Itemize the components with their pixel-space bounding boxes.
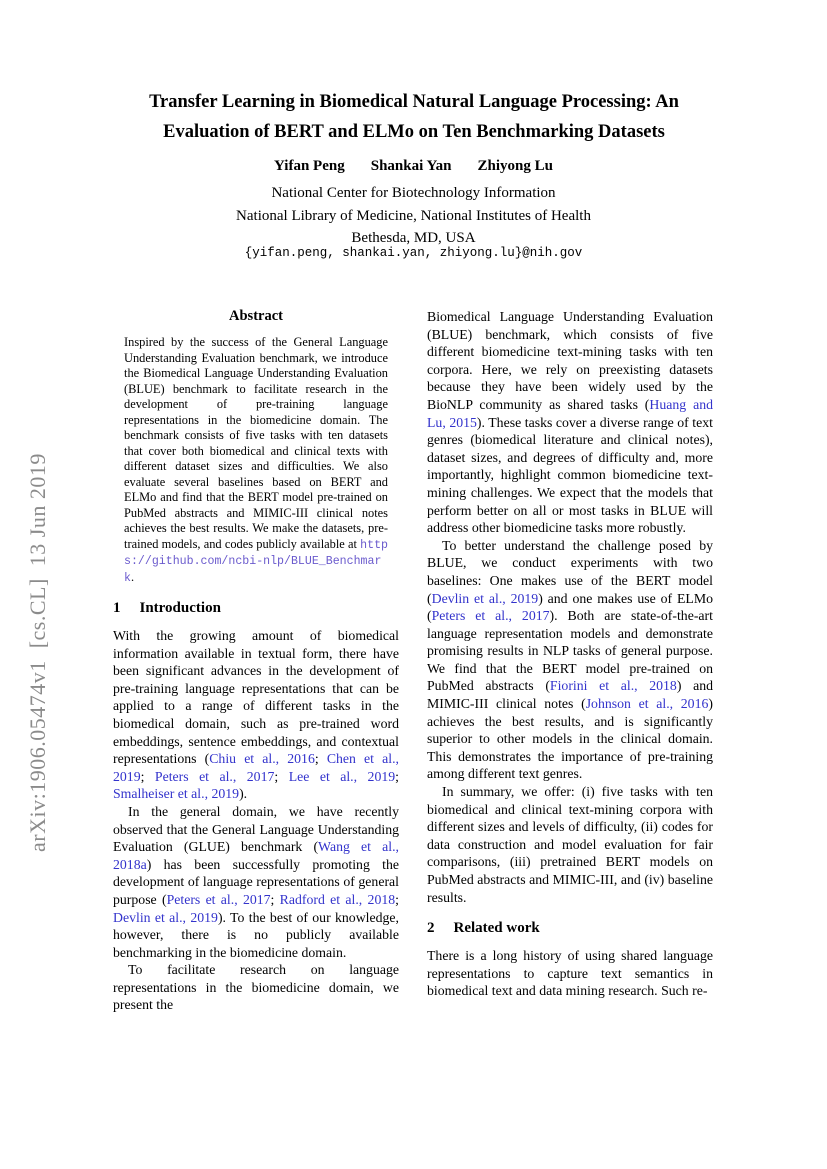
text-segment: ). Both are state-of-the-art language representation models and demonstrate promising results in NLP tasks of general purpose. We find that the BERT model pre-trained on PubMed abstracts (	[427, 608, 713, 694]
text-segment: .	[130, 569, 135, 584]
citation-link[interactable]: Chen et al., 2019	[113, 751, 399, 784]
text-segment: ) has been successfully promoting the development of language representations of general purpose (	[113, 856, 399, 907]
affiliation-line: National Center for Biotechnology Information	[271, 185, 556, 201]
text-segment: ;	[314, 751, 327, 767]
text-segment: ). To the best of our knowledge, however, there is no publicly available benchmarking in the biomedicine domain.	[113, 909, 399, 960]
text-segment: In the general domain, we have recently observed that the General Language Understanding Evaluation (GLUE) benchmark (	[113, 803, 399, 855]
section-heading-related-work	[427, 920, 713, 937]
left-column	[113, 308, 399, 1014]
citation-link[interactable]: Devlin et al., 2019	[431, 590, 539, 606]
text-segment: Biomedical Language Understanding Evaluation (BLUE) benchmark, which consists of five different biomedicine text-mining tasks with ten corpora. Here, we rely on preexisting datasets because they have been widely used by the BioNLP community as shared tasks (	[427, 309, 713, 412]
intro-paragraph-6	[427, 783, 713, 906]
text-segment: ;	[395, 768, 399, 784]
citation-link[interactable]: Huang and Lu, 2015	[427, 396, 713, 430]
citation-link[interactable]: Chiu et al., 2016	[209, 751, 315, 767]
text-segment: ;	[270, 891, 280, 907]
url-link[interactable]: https://github.com/ncbi-nlp/BLUE_Benchmark	[124, 538, 388, 585]
text-segment: ) and MIMIC-III clinical notes (	[427, 678, 713, 712]
author-emails: {yifan.peng, shankai.yan, zhiyong.lu}@nih.gov	[244, 246, 583, 260]
citation-link[interactable]: Peters et al., 2017	[431, 608, 550, 624]
section-number: 1	[113, 600, 121, 616]
text-segment: There is a long history of using shared language representations to capture text semantics in biomedical text and data mining research. Such re-	[427, 948, 713, 999]
citation-link[interactable]: Peters et al., 2017	[166, 891, 271, 907]
citation-link[interactable]: Smalheiser et al., 2019	[113, 786, 240, 802]
right-column	[427, 308, 713, 1014]
section-number: 2	[427, 920, 435, 937]
intro-paragraph-5	[427, 537, 713, 783]
section-title: Introduction	[139, 600, 221, 616]
affiliation-line: National Library of Medicine, National Institutes of Health	[236, 207, 591, 224]
intro-paragraph-2	[113, 803, 399, 961]
section-heading-introduction	[113, 600, 399, 617]
text-segment: With the growing amount of biomedical information available in textual form, there have been significant advances in the development of pre-training language representations that can be applied to a range of different tasks in the biomedical domain, such as pre-trained word embeddings, sentence embeddings, and contextual representations (	[113, 628, 399, 767]
abstract-text	[113, 335, 399, 586]
arxiv-watermark-label: arXiv:1906.05474v1 [cs.CL] 13 Jun 2019	[25, 453, 50, 852]
text-segment: Inspired by the success of the General Language Understanding Evaluation benchmark, we introduce the Biomedical Language Understanding Evaluation (BLUE) benchmark to facilitate research in the development of pre-training language representations in the biomedicine domain. The benchmark consists of five tasks with ten datasets that cover both biomedical and clinical texts with different dataset sizes and difficulties. We also evaluate several baselines based on BERT and ELMo and find that the BERT model pre-trained on PubMed abstracts and MIMIC-III clinical notes achieves the best results. We make the datasets, pre-trained models, and codes publicly available at	[124, 335, 388, 551]
text-segment: In summary, we offer: (i) five tasks with ten biomedical and clinical text-mining corpora with different sizes and levels of difficulty, (ii) codes for data construction and model evaluation for fair comparisons, (iii) pretrained BERT models on PubMed abstracts and MIMIC-III, and (iv) baseline results.	[427, 784, 713, 905]
author-list	[113, 158, 714, 175]
related-work-paragraph-1	[427, 947, 713, 1000]
intro-paragraph-3	[113, 961, 399, 1014]
citation-link[interactable]: Devlin et al., 2019	[113, 909, 218, 925]
text-segment: ).	[239, 786, 248, 802]
paper-body	[113, 308, 714, 1014]
citation-link[interactable]: Johnson et al., 2016	[585, 696, 709, 712]
affiliation-line: Bethesda, MD, USA	[351, 230, 476, 246]
author-name: Yifan Peng	[274, 158, 345, 174]
paper-title: Transfer Learning in Biomedical Natural Language Processing: An Evaluation of BERT and ELMo on Ten Benchmarking Datasets	[149, 92, 679, 142]
abstract-section	[113, 308, 399, 586]
citation-link[interactable]: Peters et al., 2017	[154, 768, 275, 784]
text-segment: ;	[140, 768, 155, 784]
author-name: Shankai Yan	[370, 158, 452, 174]
text-segment: ;	[395, 891, 399, 907]
author-name: Zhiyong Lu	[477, 158, 553, 174]
text-segment: ;	[274, 768, 289, 784]
text-segment: ) and one makes use of ELMo (	[427, 590, 713, 624]
intro-paragraph-1	[113, 627, 399, 803]
citation-link[interactable]: Fiorini et al., 2018	[549, 678, 677, 694]
intro-paragraph-4	[427, 308, 713, 537]
citation-link[interactable]: Radford et al., 2018	[279, 891, 396, 907]
text-segment: To facilitate research on language representations in the biomedicine domain, we present the	[113, 962, 399, 1013]
text-segment: ). These tasks cover a diverse range of text genres (biomedical literature and clinical notes), dataset sizes, and degrees of difficulty and, more importantly, highlight common biomedicine text-mining challenges. We expect that the models that perform better on all or most tasks in BLUE will address other biomedicine tasks more robustly.	[427, 414, 713, 536]
section-title: Related work	[453, 920, 540, 937]
abstract-heading: Abstract	[229, 308, 283, 324]
text-segment: ) achieves the best results, and is significantly superior to other models in the clinical domain. This demonstrates the importance of pre-training among different text genres.	[427, 696, 713, 782]
affiliation-block	[113, 182, 714, 250]
citation-link[interactable]: Lee et al., 2019	[288, 768, 396, 784]
citation-link[interactable]: Wang et al., 2018a	[113, 839, 399, 872]
text-segment: To better understand the challenge posed by BLUE, we conduct experiments with two baselines: One makes use of the BERT model (	[427, 537, 713, 606]
